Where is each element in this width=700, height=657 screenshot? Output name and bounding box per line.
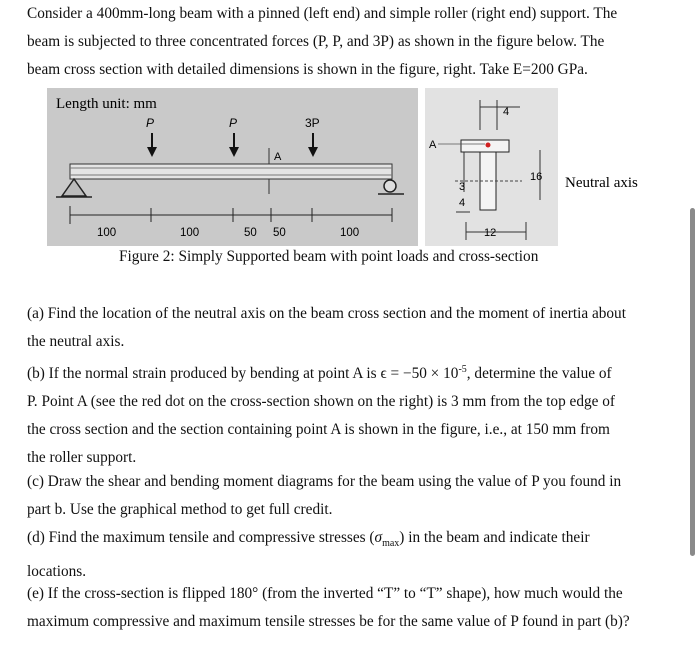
- span-label-2: 100: [180, 227, 200, 239]
- question-e-line-1: (e) If the cross-section is flipped 180° (from the inverted “T” to “T” shape), how much would the: [27, 585, 623, 602]
- span-label-3: 50: [244, 227, 257, 239]
- question-e: [27, 580, 655, 636]
- sigma-symbol: σ: [374, 529, 383, 546]
- question-d-text-pre: (d) Find the maximum tensile and compressive stresses (: [27, 529, 375, 546]
- neutral-axis-label: Neutral axis: [565, 175, 638, 191]
- question-b-text-post: , determine the value of: [466, 365, 612, 383]
- load-label-2: P: [229, 116, 238, 130]
- question-a: [27, 300, 655, 356]
- intro-line-2: beam is subjected to three concentrated forces (P, P, and 3P) as shown in the figure below. The: [27, 33, 605, 50]
- question-b-line-1: [27, 356, 655, 388]
- question-c-line-2: part b. Use the graphical method to get full credit.: [27, 501, 333, 518]
- question-a-line-2: the neutral axis.: [27, 333, 125, 350]
- question-c-line-1: (c) Draw the shear and bending moment diagrams for the beam using the value of P you found in: [27, 473, 622, 490]
- roller-support: [384, 180, 396, 192]
- dim-stem-height: 16: [530, 171, 543, 183]
- sigma-subscript: max: [382, 538, 400, 550]
- section-marker-label: A: [274, 151, 282, 163]
- dim-base-width: 12: [484, 227, 497, 239]
- question-d-line-2: locations.: [27, 563, 87, 581]
- intro-line-3: beam cross section with detailed dimensions is shown in the figure, right. Take E=200 GPa.: [27, 61, 588, 78]
- beam-body: [70, 164, 392, 179]
- question-d: [27, 524, 655, 586]
- question-b-line-2: P. Point A (see the red dot on the cross-section shown on the right) is 3 mm from the top edge of: [27, 393, 615, 411]
- intro-line-1: Consider a 400mm-long beam with a pinned (left end) and simple roller (right end) support. The: [27, 5, 618, 22]
- question-e-line-2: maximum compressive and maximum tensile stresses be for the same value of P found in part (b)?: [27, 613, 630, 630]
- dim-flange: 3: [459, 181, 466, 193]
- point-a-red-dot: [486, 143, 491, 148]
- strain-value: ϵ = −50 × 10: [380, 365, 459, 383]
- vertical-scrollbar[interactable]: [690, 208, 695, 556]
- load-label-3: 3P: [305, 116, 320, 130]
- span-label-5: 100: [340, 227, 360, 239]
- question-d-line-1: [27, 524, 655, 558]
- question-c: [27, 468, 655, 524]
- question-b-line-3: the cross section and the section containing point A is shown in the figure, i.e., at 150 mm from: [27, 421, 610, 439]
- figure-caption: Figure 2: Simply Supported beam with point loads and cross-section: [119, 248, 539, 265]
- section-point-label: A: [429, 139, 437, 151]
- strain-exponent: -5: [458, 364, 467, 375]
- question-a-line-1: (a) Find the location of the neutral axis on the beam cross section and the moment of inertia about: [27, 305, 626, 322]
- question-b-line-4: the roller support.: [27, 449, 137, 467]
- question-b-text-pre: (b) If the normal strain produced by bending at point A is: [27, 365, 381, 383]
- dim-stem-bottom: 4: [459, 197, 466, 209]
- span-label-4: 50: [273, 227, 286, 239]
- length-unit-label: Length unit: mm: [56, 96, 157, 112]
- question-d-text-post: ) in the beam and indicate their: [399, 529, 590, 546]
- dim-top-width: 4: [503, 106, 510, 118]
- load-label-1: P: [146, 116, 155, 130]
- question-b: [27, 356, 655, 472]
- span-label-1: 100: [97, 227, 117, 239]
